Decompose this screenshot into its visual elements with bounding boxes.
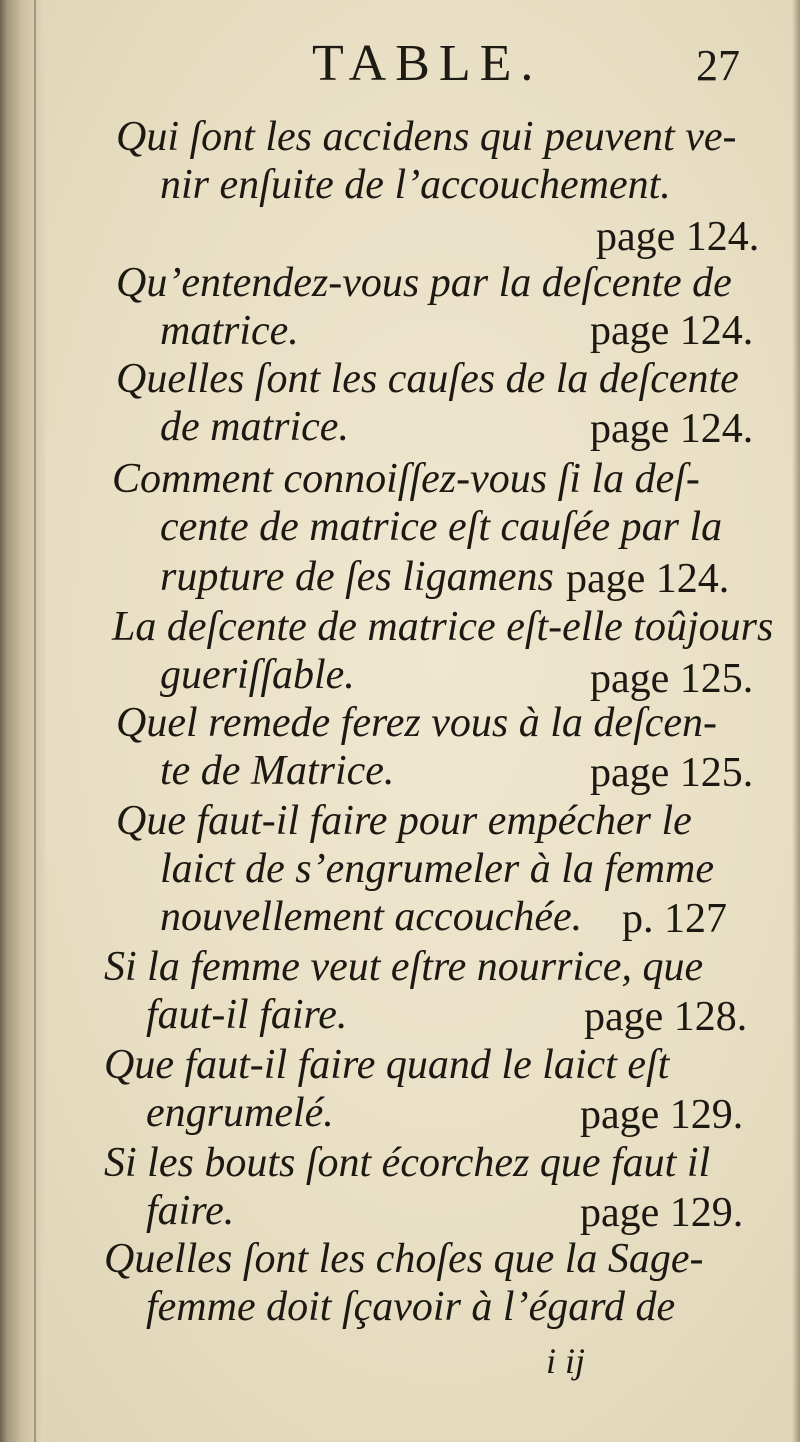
- entry-line: Si les bouts ſont écorchez que faut il: [104, 1140, 711, 1186]
- entry-line: Que faut-il faire pour empécher le: [116, 798, 692, 844]
- entry-line: Que faut-il faire quand le laict eſt: [104, 1042, 670, 1088]
- entry-line: Si la femme veut eſtre nourrice, que: [104, 944, 704, 990]
- entry-line: nouvellement accouchée.: [160, 894, 583, 940]
- entry-line: Quelles ſont les cauſes de la deſcente: [116, 356, 739, 402]
- page-reference: page 124.: [590, 308, 754, 354]
- entry-line: gueriſſable.: [160, 652, 355, 698]
- entry-line: laict de s’engrumeler à la femme: [160, 846, 715, 892]
- entry-line: matrice.: [160, 308, 299, 354]
- page-reference: page 124.: [596, 214, 760, 260]
- entry-line: Quelles ſont les choſes que la Sage-: [104, 1236, 704, 1282]
- page-reference: page 129.: [580, 1092, 744, 1138]
- entry-line: de matrice.: [160, 404, 349, 450]
- page-number: 27: [696, 41, 740, 90]
- entry-line: engrumelé.: [146, 1090, 334, 1136]
- entry-line: rupture de ſes ligamens: [160, 554, 554, 600]
- entry-line: nir enſuite de l’accouchement.: [160, 162, 671, 208]
- entry-line: Quel remede ferez vous à la deſcen-: [116, 700, 718, 746]
- page-reference: p. 127: [622, 896, 727, 942]
- page-header: [0, 30, 800, 100]
- entry-line: La deſcente de matrice eſt-elle toûjours: [112, 604, 774, 650]
- page-gutter: [0, 0, 46, 1442]
- page-reference: page 124.: [566, 556, 730, 602]
- entry-line: cente de matrice eſt cauſée par la: [160, 504, 723, 550]
- signature-mark: i ij: [546, 1341, 586, 1381]
- page-reference: page 125.: [590, 750, 754, 796]
- entry-line: Comment connoiſſez-vous ſi la deſ-: [112, 456, 700, 502]
- page-edge-shadow: [792, 0, 800, 1442]
- page-reference: page 128.: [584, 994, 748, 1040]
- entry-line: faire.: [146, 1188, 235, 1234]
- entry-line: femme doit ſçavoir à l’égard de: [146, 1284, 676, 1330]
- running-head: TABLE.: [312, 35, 543, 92]
- entry-line: Qu’entendez-vous par la deſcente de: [116, 260, 732, 306]
- entry-line: Qui ſont les accidens qui peuvent ve-: [116, 114, 737, 160]
- gutter-shadow-line: [34, 0, 36, 1442]
- entry-line: te de Matrice.: [160, 748, 395, 794]
- page-reference: page 125.: [590, 656, 754, 702]
- page-reference: page 124.: [590, 406, 754, 452]
- page-reference: page 129.: [580, 1190, 744, 1236]
- entry-line: faut-il faire.: [146, 992, 348, 1038]
